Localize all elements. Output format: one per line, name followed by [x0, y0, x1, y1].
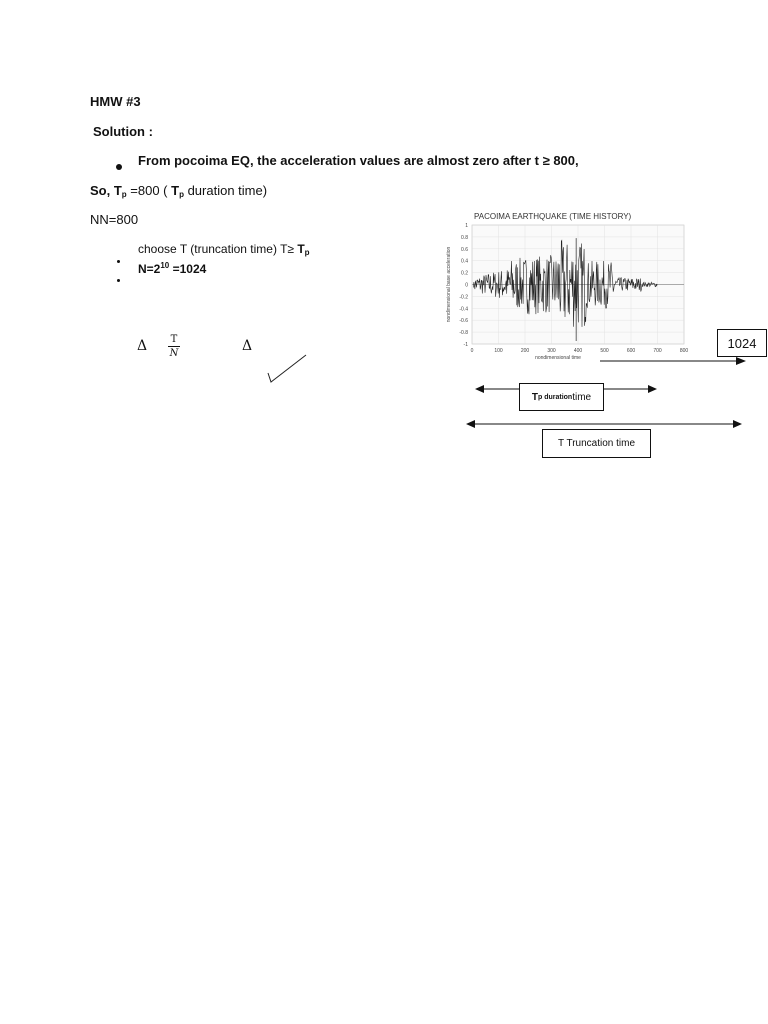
tp-subscript: p — [121, 190, 127, 199]
y-tick-label: 0.8 — [461, 234, 468, 241]
tp-subscript-2: p — [179, 190, 184, 199]
fraction-denominator: N — [169, 348, 179, 359]
delta-symbol: Δ — [137, 338, 148, 354]
y-tick-label: -0.8 — [459, 330, 468, 337]
bullet-truncation — [138, 242, 310, 257]
x-tick-label: 500 — [600, 348, 609, 354]
delta-symbol-2: Δ — [242, 338, 253, 354]
n-exponent: 10 — [160, 261, 170, 270]
y-tick-label: -0.4 — [459, 306, 468, 313]
arrow-head-icon — [466, 420, 475, 428]
tp-value: =800 ( — [126, 183, 172, 198]
fraction-t-over-n — [166, 334, 182, 359]
so-label: So, T — [90, 183, 122, 198]
x-tick-label: 600 — [626, 348, 636, 354]
tp-subscript: p duration — [537, 393, 573, 401]
x-tick-label: 700 — [653, 348, 662, 354]
n-base: N=2 — [138, 262, 161, 276]
arrow-head-icon — [648, 385, 657, 393]
solution-heading: Solution : — [93, 124, 153, 139]
y-tick-label: -0.6 — [459, 318, 468, 325]
x-tick-label: 400 — [573, 348, 583, 354]
tp-symbol: T — [297, 242, 305, 256]
y-tick-label: -0.2 — [459, 294, 468, 301]
bullet-n-value — [138, 261, 206, 276]
x-tick-label: 800 — [679, 348, 689, 354]
truncation-text: choose T (truncation time) T≥ — [138, 242, 298, 256]
y-tick-label: 0.4 — [461, 258, 468, 265]
y-tick-label: 0.2 — [461, 270, 468, 277]
bullet-marker — [117, 250, 120, 268]
n-result: =1024 — [169, 262, 207, 276]
bullet-marker — [117, 269, 120, 287]
tp-duration-box — [519, 383, 604, 411]
arrow-head-icon — [733, 420, 742, 428]
x-tick-label: 100 — [494, 348, 503, 354]
y-axis-label: nondimensional base acceleration — [446, 246, 452, 323]
arrow-head-icon — [475, 385, 484, 393]
tp-statement — [90, 183, 267, 199]
truncation-time-box: T Truncation time — [542, 429, 651, 458]
fraction-numerator: T — [170, 334, 178, 345]
tp-symbol: T — [171, 183, 180, 198]
y-tick-label: 0.6 — [461, 246, 468, 253]
hmw-title: HMW #3 — [90, 94, 141, 109]
chart-title: PACOIMA EARTHQUAKE (TIME HISTORY) — [474, 212, 632, 221]
n-value-box: 1024 — [717, 329, 767, 357]
tp-subscript: p — [304, 248, 310, 257]
y-tick-label: -1 — [463, 342, 468, 348]
tp-description: duration time) — [183, 183, 268, 198]
nn-value: NN=800 — [90, 212, 139, 227]
tp-symbol: T — [531, 391, 538, 403]
tp-box-label: time — [572, 391, 592, 403]
x-axis-label: nondimensional time — [535, 355, 581, 361]
y-tick-label: 1 — [465, 223, 468, 229]
bullet-marker — [116, 157, 122, 175]
x-tick-label: 300 — [547, 348, 556, 354]
check-mark-icon — [265, 352, 309, 386]
y-tick-label: 0 — [465, 282, 468, 289]
fraction-bar — [168, 346, 180, 347]
bullet-pocoima: From pocoima EQ, the acceleration values are almost zero after t ≥ 800, — [138, 153, 579, 168]
x-tick-label: 0 — [470, 348, 474, 354]
x-tick-label: 200 — [520, 348, 530, 354]
